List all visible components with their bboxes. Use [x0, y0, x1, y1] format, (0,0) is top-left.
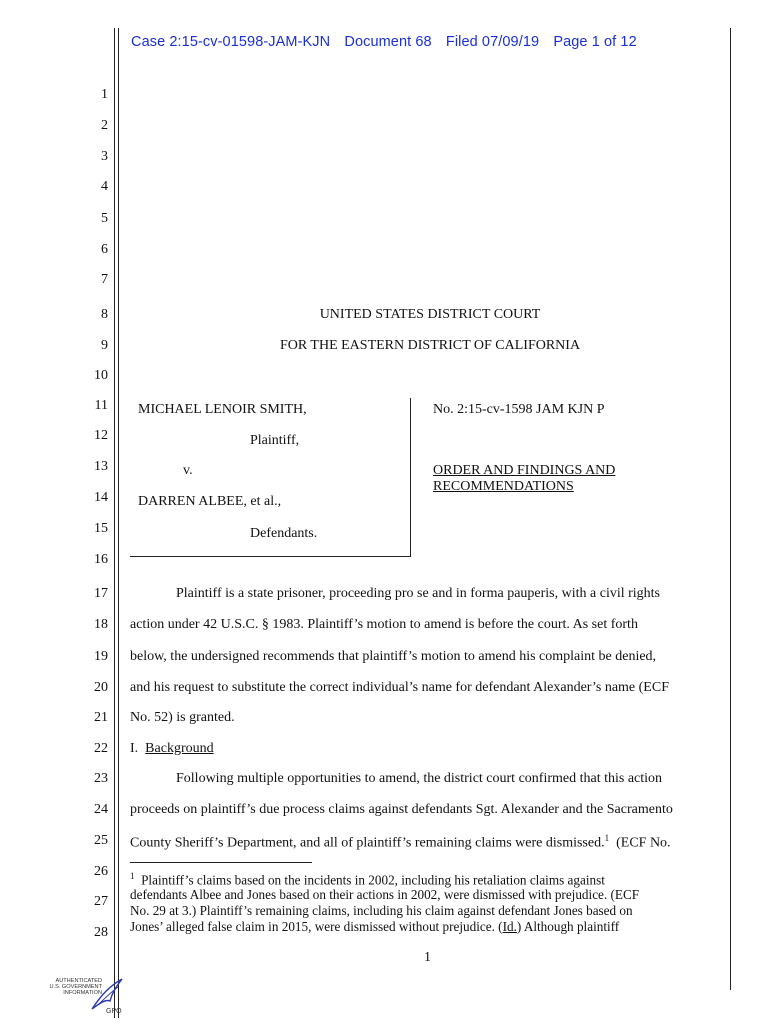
section-heading — [130, 741, 214, 757]
versus: v. — [183, 463, 193, 478]
plaintiff-role: Plaintiff, — [250, 433, 300, 448]
body-line: Following multiple opportunities to amend, the district court confirmed that this action — [176, 771, 663, 786]
footnote-line: No. 29 at 3.) Plaintiff’s remaining claims, including his claim against defendant Jones based on — [130, 903, 633, 918]
line-number: 4 — [101, 179, 108, 194]
footnote-rule — [130, 862, 312, 863]
line-number: 1 — [101, 87, 108, 102]
case-number: Case 2:15-cv-01598-JAM-KJN — [131, 34, 331, 50]
gpo-authentication-seal — [44, 975, 130, 1017]
filed-date: Filed 07/09/19 — [445, 34, 540, 50]
court-district: FOR THE EASTERN DISTRICT OF CALIFORNIA — [279, 338, 581, 353]
body-line — [130, 833, 671, 852]
line-number: 11 — [94, 398, 108, 413]
footnote-text: Jones’ alleged false claim in 2015, were dismissed without prejudice. ( — [130, 919, 503, 934]
page-number: 1 — [424, 950, 431, 965]
line-number: 19 — [94, 649, 108, 664]
document-title-line1: ORDER AND FINDINGS AND — [433, 463, 616, 478]
line-number: 8 — [101, 307, 108, 322]
gpo-text: U.S. GOVERNMENT — [49, 984, 102, 990]
page-count: Page 1 of 12 — [553, 34, 637, 50]
defendant-role: Defendants. — [250, 526, 318, 541]
document-title-line2: RECOMMENDATIONS — [433, 479, 574, 494]
footnote-ref[interactable]: 1 — [604, 833, 610, 843]
line-number: 17 — [94, 586, 108, 601]
section-title: Background — [145, 741, 214, 756]
body-line: No. 52) is granted. — [130, 710, 235, 725]
body-text: County Sheriff’s Department, and all of plaintiff’s remaining claims were dismissed. — [130, 835, 605, 851]
body-text: (ECF No. — [616, 835, 671, 851]
body-line: below, the undersigned recommends that plaintiff’s motion to amend his complaint be denied, — [130, 649, 657, 664]
footnote-text: ) Although plaintiff — [516, 919, 620, 934]
line-number: 9 — [101, 338, 108, 353]
document-number: Document 68 — [344, 34, 432, 50]
line-number: 12 — [94, 428, 108, 443]
body-line: Plaintiff is a state prisoner, proceeding pro se and in forma pauperis, with a civil rights — [176, 586, 661, 601]
line-number: 18 — [94, 617, 108, 632]
court-name: UNITED STATES DISTRICT COURT — [319, 307, 541, 322]
line-number: 28 — [94, 925, 108, 940]
eagle-icon — [86, 975, 130, 1017]
line-number: 21 — [94, 710, 108, 725]
body-line: action under 42 U.S.C. § 1983. Plaintiff’s motion to amend is before the court. As set forth — [130, 617, 638, 632]
line-number: 6 — [101, 242, 108, 257]
line-number: 5 — [101, 211, 108, 226]
line-number: 10 — [94, 368, 108, 383]
line-number: 22 — [94, 741, 108, 756]
id-citation: Id. — [502, 919, 517, 934]
line-number: 14 — [94, 490, 108, 505]
gpo-mark: GPO — [106, 1008, 122, 1015]
body-line: and his request to substitute the correct individual’s name for defendant Alexander’s name (ECF — [130, 680, 669, 695]
case-header — [131, 34, 647, 50]
line-number: 13 — [94, 459, 108, 474]
line-number: 26 — [94, 864, 108, 879]
footnote-line: defendants Albee and Jones based on their actions in 2002, were dismissed with prejudice. (ECF — [130, 887, 640, 902]
line-number: 23 — [94, 771, 108, 786]
left-margin-rule-outer — [114, 28, 115, 1018]
line-number: 15 — [94, 521, 108, 536]
line-number: 27 — [94, 894, 108, 909]
plaintiff-name: MICHAEL LENOIR SMITH, — [138, 402, 307, 417]
line-number: 3 — [101, 149, 108, 164]
right-margin-rule — [730, 28, 731, 990]
gpo-text: INFORMATION — [63, 990, 102, 996]
gpo-text: AUTHENTICATED — [55, 978, 102, 984]
section-number: I. — [130, 741, 139, 756]
defendant-name: DARREN ALBEE, et al., — [138, 494, 282, 509]
footnote-marker: 1 — [130, 871, 135, 881]
case-no: No. 2:15-cv-1598 JAM KJN P — [433, 402, 605, 417]
line-number: 7 — [101, 272, 108, 287]
line-number: 25 — [94, 833, 108, 848]
line-number: 20 — [94, 680, 108, 695]
line-number: 2 — [101, 118, 108, 133]
footnote-line — [130, 919, 619, 935]
line-number: 24 — [94, 802, 108, 817]
line-number: 16 — [94, 552, 108, 567]
body-line: proceeds on plaintiff’s due process claims against defendants Sgt. Alexander and the Sacramento — [130, 802, 673, 817]
footnote-text: Plaintiff’s claims based on the incidents in 2002, including his retaliation claims against — [141, 872, 605, 888]
left-margin-rule-inner — [118, 28, 119, 1018]
footnote-line — [130, 871, 605, 888]
